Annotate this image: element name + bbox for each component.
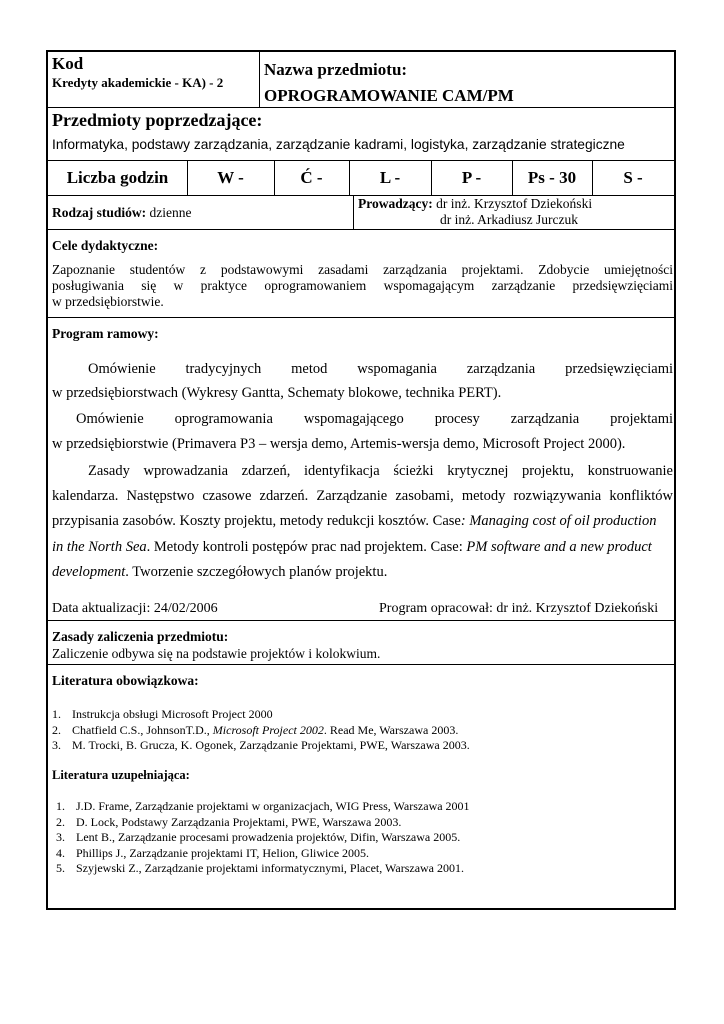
- hours-label: Liczba godzin: [66, 168, 169, 187]
- course-sheet: [46, 50, 676, 910]
- item-number: 1.: [56, 799, 65, 813]
- extra-literature-item: [56, 815, 401, 831]
- goals-label: Cele dydaktyczne:: [52, 238, 159, 253]
- item-number: 2.: [52, 722, 61, 737]
- item-text: Lent B., Zarządzanie procesami prowadzenia projektów, Difin, Warszawa 2005.: [76, 830, 461, 844]
- item-text: D. Lock, Podstawy Zarządzania Projektami, PWE, Warszawa 2003.: [76, 814, 402, 829]
- goals-line-1: Zapoznanie studentów z podstawowymi zasadami zarządzania projektami. Zdobycie umiejętności: [52, 262, 673, 277]
- study-type-value: dzienne: [149, 205, 192, 220]
- program-p3-line5-b: . Tworzenie szczegółowych planów projektu.: [125, 564, 388, 580]
- update-date: Data aktualizacji: 24/02/2006: [52, 601, 218, 616]
- extra-literature-item: [56, 846, 369, 862]
- hours-lecture: W -: [217, 168, 244, 187]
- extra-literature-item: [56, 830, 460, 846]
- item-text-end: . Read Me, Warszawa 2003.: [323, 722, 459, 737]
- program-p3-line4: [52, 534, 673, 560]
- program-author: Program opracował: dr inż. Krzysztof Dziekoński: [379, 601, 659, 616]
- program-p3-line4-b: . Metody kontroli postępów prac nad projektem. Case:: [146, 539, 467, 555]
- program-p3-line4-a: in the North Sea: [52, 539, 147, 555]
- hours-row: [48, 161, 674, 196]
- credit-label: Zasady zaliczenia przedmiotu:: [52, 629, 229, 644]
- program-p3-line2: kalendarza. Następstwo czasowe zdarzeń. Zarządzanie zasobami, metody rozwiązywania konfliktów: [52, 488, 673, 504]
- extra-literature-item: [56, 799, 470, 815]
- course-name-label: Nazwa przedmiotu:: [264, 60, 408, 79]
- lecturer-1: dr inż. Krzysztof Dziekoński: [436, 196, 593, 211]
- item-text: Chatfield C.S., JohnsonT.D.,: [72, 722, 213, 737]
- goals-line-3: w przedsiębiorstwie.: [52, 294, 164, 309]
- item-number: 4.: [56, 845, 65, 860]
- lecturer-2: dr inż. Arkadiusz Jurczuk: [440, 212, 578, 227]
- program-label: Program ramowy:: [52, 326, 159, 341]
- hours-lab: L -: [379, 168, 401, 187]
- header-row: [48, 52, 674, 108]
- prerequisites-row: [48, 108, 674, 161]
- goals-row: [48, 230, 674, 318]
- literature-section: [48, 665, 674, 908]
- program-p3-line5-a: development: [52, 564, 126, 580]
- prerequisites-label: Przedmioty poprzedzające:: [52, 110, 263, 130]
- item-text: M. Trocki, B. Grucza, K. Ogonek, Zarządzanie Projektami, PWE, Warszawa 2003.: [72, 738, 470, 752]
- item-number: 3.: [56, 830, 65, 844]
- required-literature-item: [52, 723, 458, 739]
- program-p2-line2: w przedsiębiorstwie (Primavera P3 – wersja demo, Artemis-wersja demo, Microsoft Project 2000).: [52, 436, 626, 452]
- program-p3-line1: Zasady wprowadzania zdarzeń, identyfikacja ścieżki krytycznej projektu, konstruowanie: [88, 463, 673, 479]
- required-literature-item: [52, 738, 470, 754]
- credits: Kredyty akademickie - KA) - 2: [52, 75, 224, 90]
- hours-ps: Ps - 30: [527, 168, 577, 187]
- program-p1-line1: Omówienie tradycyjnych metod wspomagania zarządzania przedsięwzięciami: [88, 361, 673, 377]
- required-literature-label: Literatura obowiązkowa:: [52, 673, 199, 688]
- program-p3-line3-b: : Managing cost of oil production: [460, 513, 657, 529]
- credit-row: [48, 621, 674, 665]
- hours-project: P -: [461, 168, 482, 187]
- item-number: 3.: [52, 738, 61, 752]
- program-p3-line5: [52, 559, 673, 585]
- lecturers-label: Prowadzący:: [358, 196, 433, 211]
- extra-literature-item: [56, 861, 464, 877]
- credit-value: Zaliczenie odbywa się na podstawie projektów i kolokwium.: [52, 646, 381, 661]
- prerequisites-value: Informatyka, podstawy zarządzania, zarządzanie kadrami, logistyka, zarządzanie strategiczne: [52, 137, 625, 152]
- program-p3-line3: [52, 508, 673, 534]
- item-number: 5.: [56, 861, 65, 875]
- extra-literature-label: Literatura uzupełniająca:: [52, 768, 190, 782]
- program-p3-line4-c: PM software and a new product: [466, 539, 652, 555]
- item-text: Instrukcja obsługi Microsoft Project 2000: [72, 707, 273, 721]
- hours-exercises: Ć -: [300, 168, 323, 187]
- item-text: Szyjewski Z., Zarządzanie projektami informatycznymi, Placet, Warszawa 2001.: [76, 861, 465, 875]
- hours-seminar: S -: [623, 168, 643, 187]
- item-text: J.D. Frame, Zarządzanie projektami w organizacjach, WIG Press, Warszawa 2001: [76, 799, 470, 813]
- item-number: 1.: [52, 707, 61, 721]
- program-p2-line1: Omówienie oprogramowania wspomagającego procesy zarządzania projektami: [76, 411, 673, 427]
- kod-label: Kod: [52, 54, 84, 73]
- lecturers: [358, 196, 592, 212]
- item-number: 2.: [56, 814, 65, 829]
- study-type-label: Rodzaj studiów:: [52, 205, 147, 220]
- study-type: [52, 205, 192, 221]
- required-literature-item: [52, 707, 273, 723]
- goals-line-2: posługiwania się w praktyce oprogramowaniem wspomagającym zarządzanie przedsięwzięciami: [52, 278, 673, 293]
- course-name: OPROGRAMOWANIE CAM/PM: [264, 86, 514, 105]
- study-row: [48, 196, 674, 230]
- program-row: [48, 318, 674, 621]
- program-p1-line2: w przedsiębiorstwach (Wykresy Gantta, Schematy blokowe, technika PERT).: [52, 385, 502, 401]
- item-text: Phillips J., Zarządzanie projektami IT, Helion, Gliwice 2005.: [76, 845, 370, 860]
- program-p3-line3-a: przypisania zasobów. Koszty projektu, metody redukcji kosztów. Case: [52, 513, 461, 529]
- item-title: Microsoft Project 2002: [212, 722, 324, 737]
